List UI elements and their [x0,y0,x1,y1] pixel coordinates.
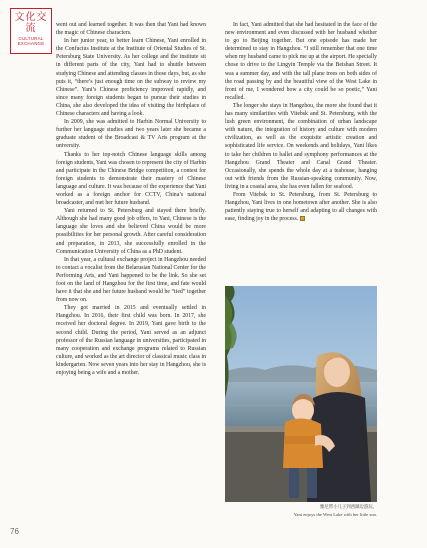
right-column-paragraph [225,191,377,223]
left-column-paragraph [56,207,206,256]
paragraph-text: Thanks to her top-notch Chinese language skills among foreign students, Yani was chosen to represent the city of Harbin and participate in the Chinese Bridge competition, a contest for foreign students to demonstrate their mastery of Chinese language and culture. It was because of the experience that Yani worked as a foreign anchor for CCTV, China’s national broadcaster, and met her future husband. [56,151,206,207]
paragraph-text: They got married in 2015 and eventually settled in Hangzhou. In 2016, their first child was born. In 2017, she received her doctoral degree. In 2019, Yani gave birth to the second child. During the period, Yani served as an adjunct professor of the Russian language in universities, participated in many cooperation and exchange programs related to Russian culture, and worked as the art director of classical music class in kindergarten. Now seven years into her stay in Hangzhou, she is enjoying being a wife and a mother. [56,305,206,377]
paragraph-text: In her junior year, to better learn Chinese, Yani enrolled in the Confucius Institute at the Institute of Oriental Studies of St. Petersburg State University. As her college and the institute sit in different parts of the city, Yani had to shuttle between studying Chinese and attending classes in those days, but, as she puts it, “there’s just enough time on the subway to review my Chinese”. Yani’s Chinese proficiency improved rapidly, and since many foreign students began to pursue their studies in China, she also developed the idea of visiting the birthplace of Chinese characters and having a look. [56,38,206,118]
left-column-paragraph [56,304,206,377]
left-column-paragraph [56,151,206,208]
right-column-paragraph [225,102,377,191]
magazine-logo [10,8,52,54]
right-text-column [225,21,377,223]
left-column-paragraph [56,256,206,305]
logo-subtitle: CULTURAL EXCHANGE [17,36,45,46]
caption-english: Yani enjoys the West Lake with her little son. [293,511,377,517]
left-column-paragraph [56,118,206,150]
logo-characters: 文化交流 [14,12,48,34]
paragraph-text: Yani returned to St. Petersburg and stayed there briefly. Although she had many good job offers, to Yani, Chinese is the language she loves and she believed China would be more possibilities for her personal growth. After careful consideration and preparation, in 2013, she successfully enrolled in the Communication University of China as a PhD student. [56,208,206,255]
paragraph-text: In fact, Yani admitted that she had hesitated in the face of the new environment and even discussed with her husband whether to go to Beijing together. But one episode has made her determined to stay in Hangzhou. “I still remember that one time when my husband came to pick me up at the airport. He specially chose to drive to the Lingyin Temple via the Beishan Street. It was a summer day, and with the tall plane trees on both sides of the road passing by and the beautiful view of the West Lake in front of me, I wondered how a city could be so poetic,” Yani recalled. [225,22,377,101]
photo-caption [225,505,377,518]
paragraph-text: From Vitebsk to St. Petersburg, from St. Petersburg to Hangzhou, Yani lives in one hometown after another. She is also patiently staying true to herself and adapting to all changes with ease, finding joy in the process. [225,191,377,223]
left-column-paragraph [56,37,206,118]
paragraph-text: In that year, a cultural exchange project in Hangzhou needed to contact a vocalist from the Belarusian National Center for the Performing Arts, and Yani happened to be the link. So she set foot on the land of Hangzhou for the first time, and fate would have it that she and her future husband would be “tied” together from now on. [56,256,206,304]
caption-chinese: 雅尼带小儿子到西湖边游玩。 [319,505,377,510]
paragraph-text: The longer she stays in Hangzhou, the more she found that it has many similarities with Vitebsk and St. Petersburg, with the lush green environment, the combination of urban landscape with nature, the integration of history and culture with modern civilization, as well as the exquisite artistic creation and sophisticated life service. On weekends and holidays, Yani likes to take her children to ballet and symphony performances at the Hangzhou Grand Theater and Canal Grand Theater. Occasionally, she spends the whole day at a teahouse, hanging out with friends from the Russian-speaking community. Now, living in a coastal area, she has even fallen for seafood. [225,102,377,190]
page-number: 76 [10,527,19,536]
right-column-paragraph [225,21,377,102]
left-column-paragraph [56,21,206,37]
paragraph-text: went out and learned together. It was then that Yani had known the magic of Chinese characters. [56,22,206,37]
paragraph-text: In 2009, she was admitted to Harbin Normal University to further her language studies and two years later she became a graduate student of the Broadcast & TV Arts program at the university. [56,119,206,150]
photo-mother-and-son-at-west-lake [225,286,377,502]
left-text-column [56,21,206,377]
end-mark-icon [300,216,305,221]
